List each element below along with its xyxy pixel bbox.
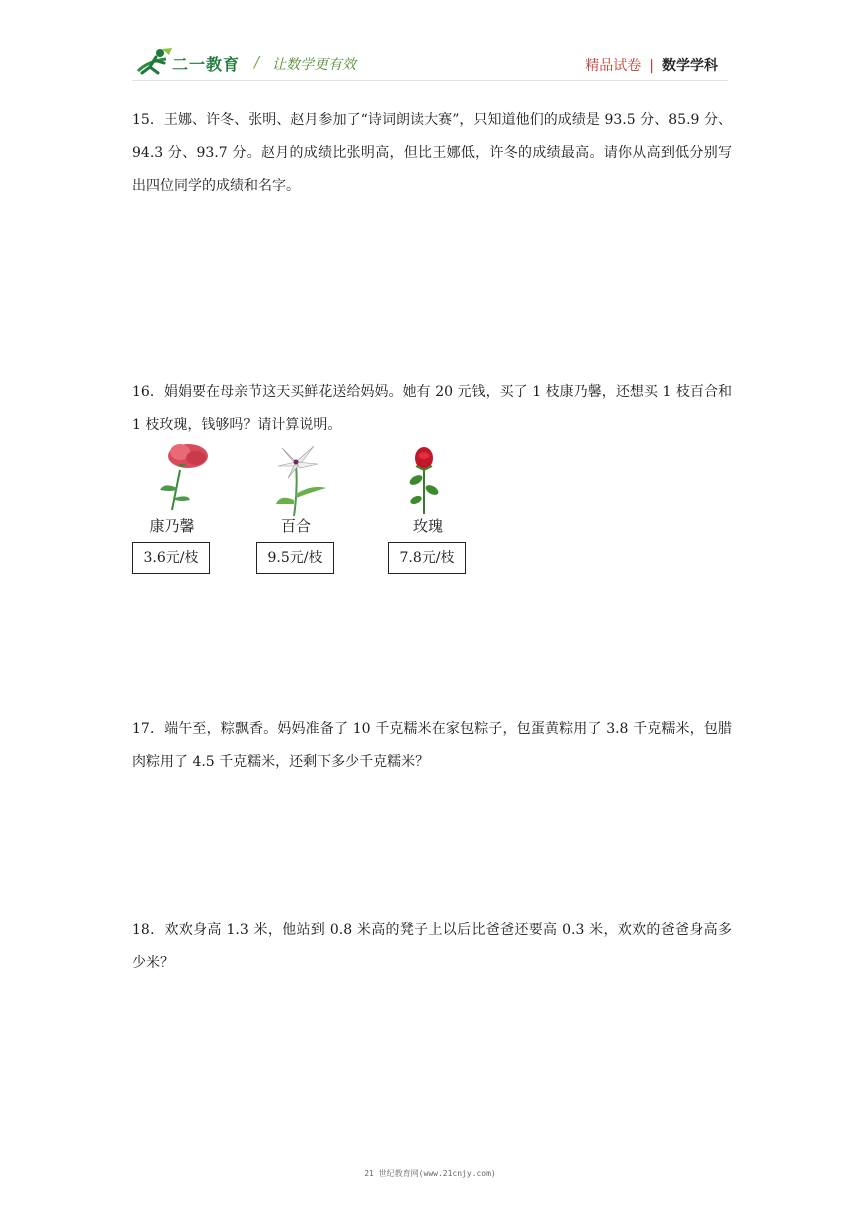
question-16: 16．娟娟要在母亲节这天买鲜花送给妈妈。她有 20 元钱，买了 1 枝康乃馨，还想买 1 枝百合和 1 枝玫瑰，钱够吗？请计算说明。 bbox=[132, 384, 732, 433]
flower-name-rose: 玫瑰 bbox=[412, 517, 443, 535]
price-box-carnation: 3.6元/枝 bbox=[132, 542, 210, 574]
carnation-icon bbox=[150, 440, 216, 512]
brand-name: 二一教育 bbox=[172, 55, 241, 74]
rose-icon bbox=[404, 446, 444, 516]
question-15: 15．王娜、许冬、张明、赵月参加了“诗词朗读大赛”，只知道他们的成绩是 93.5 分、85.9 分、94.3 分、93.7 分。赵月的成绩比张明高，但比王娜低，许冬的成绩最高。请你从高到低分别写出四位同学的成绩和名字。 bbox=[132, 112, 732, 194]
question-18: 18．欢欢身高 1.3 米，他站到 0.8 米高的凳子上以后比爸爸还要高 0.3 米，欢欢的爸爸身高多少米？ bbox=[132, 922, 732, 971]
flower-name-carnation: 康乃馨 bbox=[149, 517, 195, 535]
question-17: 17．端午至，粽飘香。妈妈准备了 10 千克糯米在家包粽子，包蛋黄粽用了 3.8 千克糯米，包腊肉粽用了 4.5 千克糯米，还剩下多少千克糯米？ bbox=[132, 721, 732, 770]
page-header bbox=[0, 0, 860, 90]
lily-icon bbox=[272, 444, 332, 518]
subject-label: 数学学科 bbox=[662, 58, 718, 74]
header-rule bbox=[132, 80, 728, 81]
flower-name-lily: 百合 bbox=[280, 517, 311, 535]
price-box-lily: 9.5元/枝 bbox=[256, 542, 334, 574]
slogan-separator: / bbox=[254, 53, 260, 71]
runner-logo-icon bbox=[136, 47, 174, 77]
slogan: 让数学更有效 bbox=[272, 57, 356, 73]
page-footer: 21 世纪教育网(www.21cnjy.com) bbox=[364, 1169, 496, 1178]
header-divider: | bbox=[649, 58, 654, 74]
header-right bbox=[585, 55, 718, 75]
premium-label: 精品试卷 bbox=[585, 58, 642, 74]
price-box-rose: 7.8元/枝 bbox=[388, 542, 466, 574]
